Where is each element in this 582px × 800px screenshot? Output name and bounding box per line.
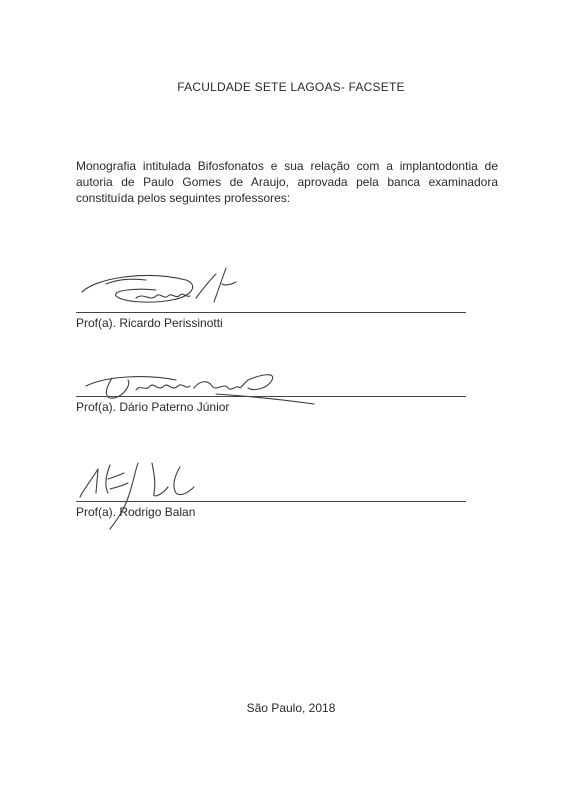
approval-statement: Monografia intitulada Bifosfonatos e sua relação com a implantodontia de autoria de Paulo Gomes de Araujo, aprovada pela banca examinadora constituída pelos seguintes professores: (76, 159, 498, 205)
institution-title: FACULDADE SETE LAGOAS- FACSETE (177, 80, 405, 94)
signature-line (76, 312, 466, 313)
signature-image (76, 459, 216, 537)
examiner-name: Prof(a). Rodrigo Balan (76, 505, 196, 519)
place-and-year: São Paulo, 2018 (246, 701, 336, 715)
examiner-signature-block (76, 346, 468, 414)
signature-line (76, 396, 466, 397)
examiner-signature-block (76, 262, 468, 330)
signature-line (76, 501, 466, 502)
examiner-name: Prof(a). Dário Paterno Júnior (76, 400, 230, 414)
signature-image (76, 262, 256, 312)
examiner-name: Prof(a). Ricardo Perissinotti (76, 316, 223, 330)
examiner-signature-block (76, 451, 468, 519)
